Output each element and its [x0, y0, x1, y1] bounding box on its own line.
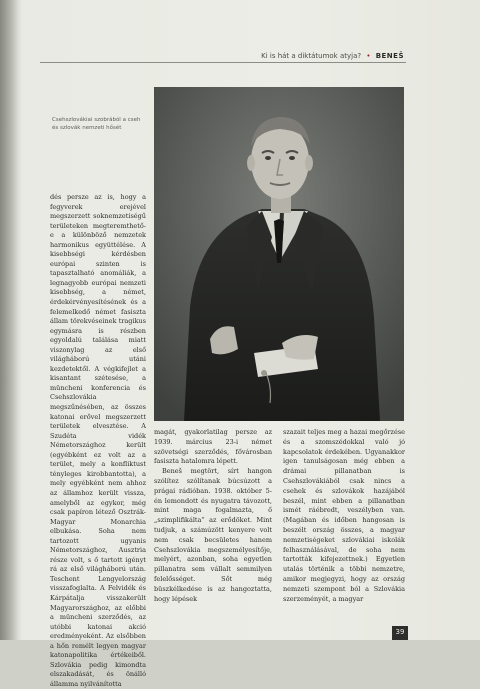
running-title: Ki is hát a diktátumok atyja? [261, 52, 362, 60]
header-rule [40, 62, 406, 63]
body-text-left: dés persze az is, hogy a fegyverek erejével megszerzett soknemzetiségű területeken megteremthető-e a különböző nemzetek harmonikus együttélése. A kisebbségi kérdésben európai szinten is tapasztalható anomáliák, a legnagyobb európai nemzeti kisebbség, a német, érdekérvényesítésének és a felemelkedő német fasiszta állam törekvéseinek tragikus egymásra is részben egyoldalú találása miatt viszonylag az első világháború utáni kezdetektől. A végkifejlet a kisantant szétesése, a müncheni konferencia és Csehszlovákia megszűnésében, az összes katonai erővel megszerzett területek elvesztése. A Szudéta vidék Németországhoz került (egyébként ez volt az a terület, mely a konfliktust tényleges kirobbantotta), a mely egyébként nem ahhoz az államhoz került vissza, amelyből az egykor, még csak papíron létező Osztrák-Magyar Monarchia elbukása. Soha nem tartozott ugyanis Németországhoz, Ausztria része volt, s ő tartott igényt rá az első világháború után. Teschent Lengyelország visszafoglalta. A Felvidék és Kárpátalja visszakerült Magyarországhoz, az előbbi a müncheni szerződés, az utóbbi katonai akció eredményeként. Az elsőbben a hőn remélt legyen magyar katonapolitika értékeiből. Szlovákia pedig kimondta elszakadását, és önálló államma nyilvánította [50, 193, 146, 688]
section-name: BENEŠ [375, 52, 404, 60]
photo-caption: Csehszlovákiai szobrából a cseh és szlovák nemzeti hősét [52, 117, 141, 131]
header-separator: • [366, 52, 371, 60]
portrait-photo [154, 87, 404, 421]
body-text-right: szazait teljes meg a hazai megőrzése és a szomszédokkal való jó kapcsolatok érdekében. Ugyanakkor igen tanulságosan még ebben a drámai pillanatban is Csehszlovákiából csak nincs a csehek és szlovákok hazájából beszél, mint ebben a pillanatban ismét ráébredt, veszélyben van. (Magában és időben hangosan is beszélt ország összes, a magyar nemzetiségeket szlovákiai iskolák felhasználásával, de soha nem tartották kifejezettnek.) Egyetlen utalás történik a többi nemzetre, amikor megjegyzi, hogy az ország nemzeti szempont ból a Szlovákia szerzeményét, a magyar [283, 428, 405, 603]
portrait-illustration [154, 87, 404, 421]
running-header [0, 52, 404, 60]
body-column-left [50, 193, 146, 688]
body-text-middle-p2: Beneš megtört, sírt hangon szólítez szólítanak búcsúzott a prágai rádióban. 1938. október 5-én lemondott és nyugatra távozott, mint maga fogalmazta, ő „szimplifikálta” az erődöket. Mint tudjuk, a számúzött kenyere volt nem csak becsületes hanem Csehszlovákia megszemélyesítője, melyért, azonban, soha egyetlen pillanatra sem vállalt semmilyen felelősséget. Sőt még büszkélkedése is az hangoztatta, hogy lépések [154, 467, 272, 603]
body-text-middle-p1: magát, gyakorlatilag persze az 1939. március 23-i német szövetségi szerződés, fővárosban fasiszta hatalomra lépett. [154, 428, 272, 466]
page-number: 39 [392, 626, 408, 640]
book-spine-shadow [0, 0, 22, 640]
body-column-middle [154, 428, 272, 633]
body-column-right [283, 428, 405, 633]
